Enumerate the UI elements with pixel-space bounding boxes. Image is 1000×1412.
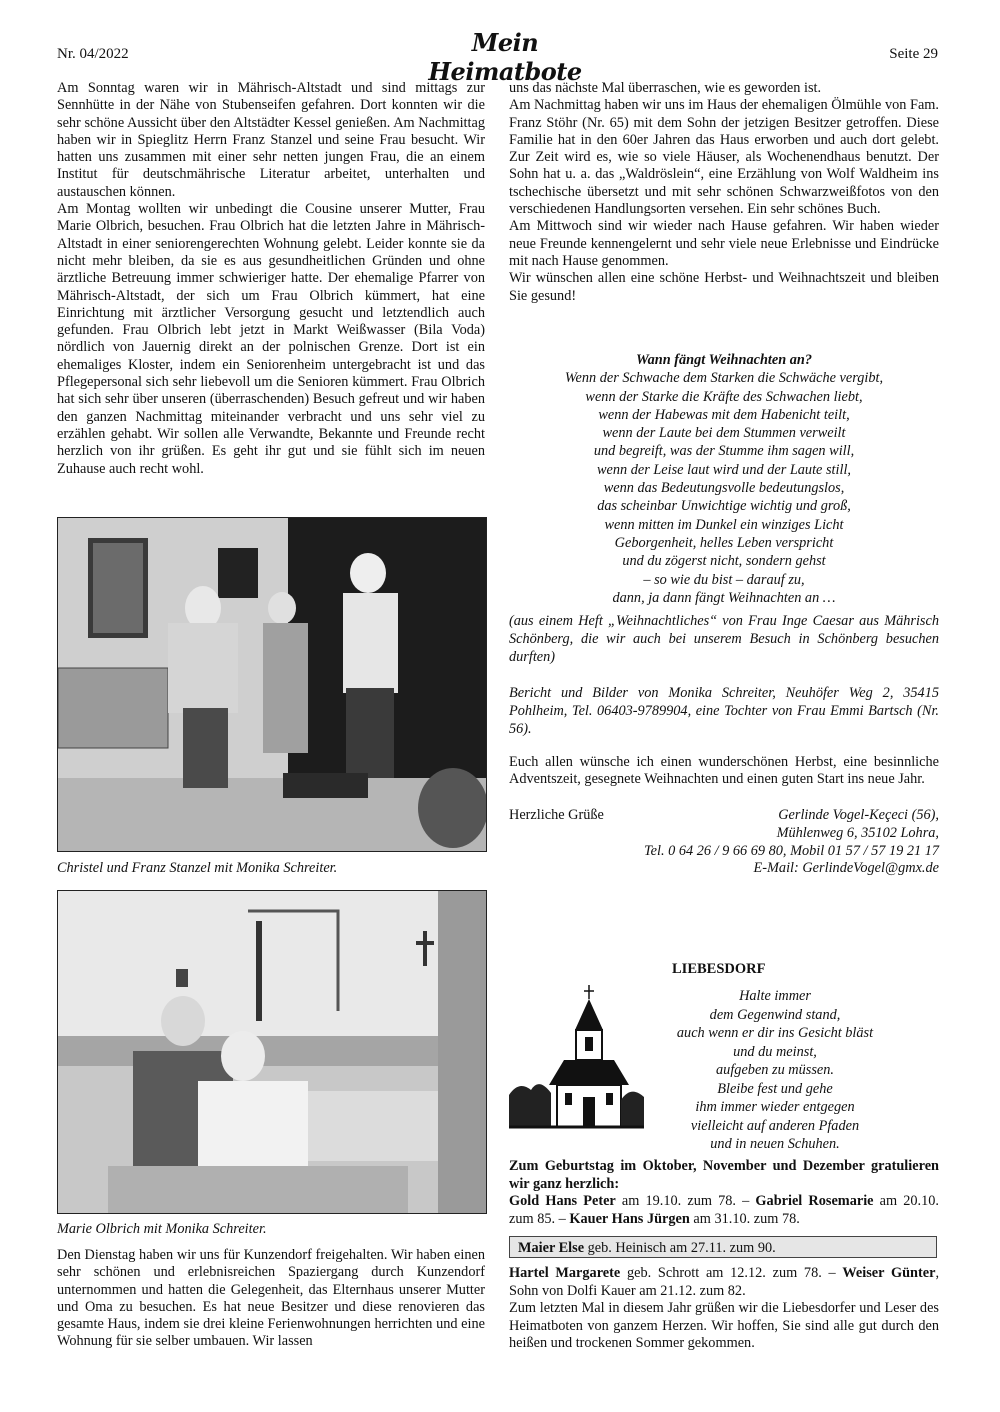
poem-line: wenn das Bedeutungsvolle bedeutungslos, xyxy=(603,480,845,497)
birthday-list xyxy=(509,1158,939,1228)
signature-line: Tel. 0 64 26 / 9 66 69 80, Mobil 01 57 / 57 19 21 17 xyxy=(644,842,939,859)
signature-block xyxy=(509,807,939,878)
poem-source-note: (aus einem Heft „Weihnachtliches“ von Frau Inge Caesar aus Mährisch Schönberg, die wir auch bei unserem Besuch in Schönberg besuchen durften) xyxy=(509,613,939,665)
photo-caption: Marie Olbrich mit Monika Schreiter. xyxy=(57,1221,267,1237)
poem-line: Wenn der Schwache dem Starken die Schwäche vergibt, xyxy=(564,370,884,387)
right-column-text xyxy=(509,80,939,305)
poem-line: wenn mitten im Dunkel ein winziges Licht xyxy=(604,516,844,533)
birthday-detail: geb. Schrott am 12.12. zum 78. – xyxy=(620,1265,843,1281)
poem-line: aufgeben zu müssen. xyxy=(716,1062,834,1078)
birthday-name: Maier Else xyxy=(518,1240,585,1256)
poem-line: auch wenn er dir ins Gesicht bläst xyxy=(676,1025,874,1041)
poem-line: Geborgenheit, helles Leben verspricht xyxy=(614,534,834,551)
poem-line: wenn der Leise laut wird und der Laute still, xyxy=(596,461,852,478)
poem-line: dem Gegenwind stand, xyxy=(709,1006,841,1023)
christmas-poem xyxy=(509,351,939,607)
closing-text: Zum letzten Mal in diesem Jahr grüßen wir die Liebesdorfer und Leser des Heimatboten von ganzem Herzen. Wir hoffen, Sie sind alle gut durch den heißen und trockenen Sommer gekommen. xyxy=(509,1300,939,1351)
birthday-heading: Zum Geburtstag im Oktober, November und Dezember gratulieren wir ganz herzlich: xyxy=(509,1158,939,1192)
birthday-name: Gold Hans Peter xyxy=(509,1193,616,1209)
birthday-detail: am 19.10. zum 78. – xyxy=(615,1193,756,1209)
poem-line: Bleibe fest und gehe xyxy=(717,1080,833,1097)
birthday-detail: am 31.10. zum 78. xyxy=(689,1210,800,1227)
left-column-text xyxy=(57,80,485,478)
paragraph: uns das nächste Mal überraschen, wie es geworden ist. xyxy=(509,80,822,96)
photo-stanzel xyxy=(57,517,487,852)
report-credit: Bericht und Bilder von Monika Schreiter, Neuhöfer Weg 2, 35415 Pohlheim, Tel. 06403-9789904, eine Tochter von Frau Emmi Bartsch (Nr. 56). xyxy=(509,685,939,737)
highlighted-birthday-box xyxy=(509,1236,937,1258)
poem-line: wenn der Laute bei dem Stummen verweilt xyxy=(602,425,846,442)
poem-line: vielleicht auf anderen Pfaden xyxy=(690,1117,860,1134)
poem-line: dann, ja dann fängt Weihnachten an … xyxy=(612,589,836,606)
paragraph: Am Montag wollten wir unbedingt die Cousine unserer Mutter, Frau Marie Olbrich, besuchen. Frau Olbrich hat die letzten Jahre in Mährisch-Altstadt in einer seniorengerechten Wohnung gelebt. Leider konnte sie da nicht mehr bleiben, da sie es aus gesundheitlichen Gründen und ohne ärztliche Betreuung immer schwieriger hatte. Der ehemalige Pfarrer von Mährisch-Altstadt, der sich um Frau Olbrich kümmert, hat eine Einrichtung mit ärztlicher Versorgung gesucht und letztendlich auch gefunden. Frau Olbrich lebt jetzt in Markt Weißwasser (Bila Voda) nördlich von Jauernig direkt an der polnischen Grenze. Dort ist ein ehemaliges Kloster, indem ein Seniorenheim untergebracht ist und das Pflegepersonal sich sehr liebevoll um die Senioren kümmert. Frau Olbrich hat sich sehr über unseren (überraschenden) Besuch gefreut und wir haben den ganzen Nachmittag miteinander verbracht und uns sehr viel zu erzählen gehabt. Wir sollen alle Verwandte, Bekannte und Freunde recht herzlich von ihr grüßen. Es geht ihr gut und sie fühlt sich im neuen Zuhause auch recht wohl. xyxy=(57,201,485,477)
poem-line: und du zögerst nicht, sondern gehst xyxy=(622,553,826,570)
birthday-name: Kauer Hans Jürgen xyxy=(569,1210,690,1227)
paragraph: Am Mittwoch sind wir wieder nach Hause gefahren. Wir haben wieder neue Freunde kennengelernt und sehr viele neue Erlebnisse und Eindrücke mit nach Hause genommen. xyxy=(509,218,939,269)
birthday-name: Gabriel Rosemarie xyxy=(755,1193,874,1209)
poem-line: wenn der Habewas mit dem Habenicht teilt, xyxy=(598,406,850,423)
signature-line: Gerlinde Vogel-Keçeci (56), xyxy=(778,807,939,823)
poem-line: Halte immer xyxy=(739,988,811,1004)
poem-line: und in neuen Schuhen. xyxy=(710,1136,840,1152)
liebesdorf-poem xyxy=(660,987,890,1154)
poem-line: wenn der Starke die Kräfte des Schwachen liebt, xyxy=(585,388,863,405)
signoff: Herzliche Grüße xyxy=(509,807,604,823)
poem-line: – so wie du bist – darauf zu, xyxy=(643,571,805,588)
greeting-text xyxy=(509,754,939,789)
left-column-bottom-text xyxy=(57,1247,485,1351)
paragraph: Den Dienstag haben wir uns für Kunzendorf freigehalten. Wir haben einen sehr schönen und erlebnisreichen Spaziergang durch Kunzendorf unternommen und hatten die Gelegenheit, das Elternhaus unserer Mutter und Oma zu besuchen. Es hat neue Besitzer und diese renovieren das gesamte Haus, indem sie drei kleine Ferienwohnungen herrichten und eine Wohnung für sie selber umbauen. Wir lassen xyxy=(57,1247,485,1350)
issue-number: Nr. 04/2022 xyxy=(57,46,129,62)
paragraph: Euch allen wünsche ich einen wunderschönen Herbst, eine besinnliche Adventszeit, gesegnete Weihnachten und einen guten Start ins neue Jahr. xyxy=(509,754,939,788)
masthead-logo: Mein Heimatbote xyxy=(428,28,582,86)
birthday-detail: , Sohn von Dolfi Kauer am 21.12. zum 82. xyxy=(509,1265,940,1299)
poem-line: und du meinst, xyxy=(733,1043,817,1060)
photo-caption: Christel und Franz Stanzel mit Monika Schreiter. xyxy=(57,860,338,876)
paragraph: Wir wünschen allen eine schöne Herbst- und Weihnachtszeit und bleiben Sie gesund! xyxy=(509,270,939,304)
signature-line: E-Mail: GerlindeVogel@gmx.de xyxy=(753,860,939,877)
paragraph: Am Nachmittag haben wir uns im Haus der ehemaligen Ölmühle von Fam. Franz Stöhr (Nr. 65) mit dem Sohn der jetzigen Besitzer getroffen. Diese Familie hat in den 60er Jahren das Haus erworben und auch dort gelebt. Zur Zeit wird es, wie so viele Häuser, als Wochenendhaus benutzt. Der Sohn hat u. a. das „Waldröslein“, eine Erzählung von Wolf Waldheim ins tschechische übersetzt und mit sehr schönen Schwarzweißfotos von den verschiedenen Handlungsorten versehen. Ein sehr schönes Buch. xyxy=(509,97,939,218)
birthday-detail: am 20.10. zum 85. – xyxy=(509,1193,939,1227)
photo-olbrich xyxy=(57,890,487,1214)
signature-line: Mühlenweg 6, 35102 Lohra, xyxy=(776,824,939,841)
birthday-detail: geb. Heinisch am 27.11. zum 90. xyxy=(584,1240,776,1256)
poem-line: und begreift, was der Stumme ihm sagen will, xyxy=(593,443,855,460)
church-illustration xyxy=(509,985,644,1133)
paragraph: Am Sonntag waren wir in Mährisch-Altstadt und sind mittags zur Sennhütte in der Nähe von Stubenseifen gefahren. Dort konnten wir die sehr schöne Aussicht über den Altstädter Kessel genießen. Am Nachmittag haben wir in Spieglitz Herrn Franz Stanzel und seine Frau besucht. Wir hatten uns zusammen mit einer sehr netten jungen Frau, die an einem Institut für deutschmährische Literatur arbeitet, unterhalten und austauschen können. xyxy=(57,80,485,200)
section-title-liebesdorf: LIEBESDORF xyxy=(672,961,766,977)
poem-line: ihm immer wieder entgegen xyxy=(695,1099,855,1115)
birthday-name: Weiser Günter xyxy=(842,1265,936,1281)
page-number: Seite 29 xyxy=(889,46,938,62)
birthday-name: Hartel Margarete xyxy=(509,1265,621,1281)
poem-line: das scheinbar Unwichtige wichtig und groß, xyxy=(597,498,851,515)
poem-title: Wann fängt Weihnachten an? xyxy=(636,352,812,368)
birthday-list-december xyxy=(509,1265,939,1353)
